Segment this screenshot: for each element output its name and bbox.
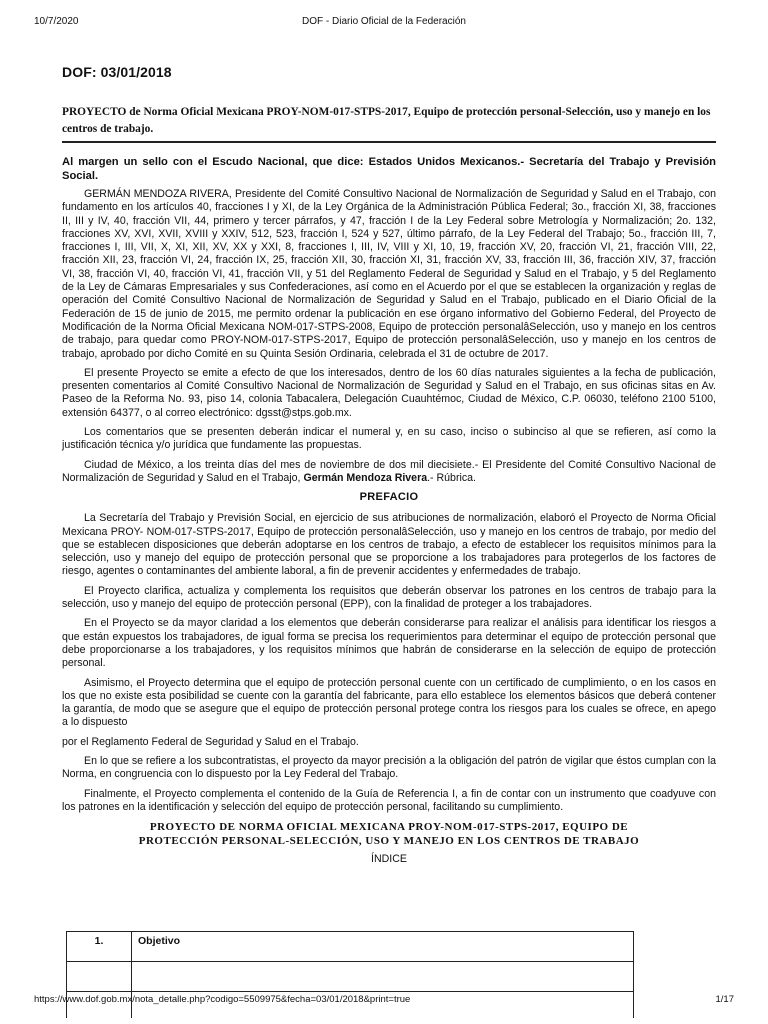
paragraph-prefacio-4-cont: por el Reglamento Federal de Seguridad y Salud en el Trabajo.: [62, 735, 359, 748]
paragraph-prefacio-4: Asimismo, el Proyecto determina que el equipo de protección personal cuente con un certificado de cumplimiento, o en los casos en los que no existe esta posibilidad se cuente con la garantía del fabricante, para ello establece los elementos básicos que deberá contener la garantía, de modo que se asegure que el equipo de protección personal protege contra los riesgos para los cuales se ofrece, en apego a lo dispuesto: [62, 676, 716, 729]
signatory-name: Germán Mendoza Rivera: [303, 471, 428, 484]
index-label: Objetivo: [132, 932, 634, 962]
paragraph-prefacio-3: En el Proyecto se da mayor claridad a los elementos que deberán considerarse para realizar el análisis para identificar los riesgos a que están expuestos los trabajadores, de igual forma se precisa los requerimientos para determinar el equipo de protección personal que debe proporcionarse a los trabajadores, y los requisitos mínimos que habrán de considerarse en la selección de equipo de protección personal.: [62, 617, 716, 670]
project-title-rest: de Norma Oficial Mexicana PROY-NOM-017-STPS-2017, Equipo de protección personal-Selección, uso y manejo en los centros de trabajo.: [62, 106, 711, 135]
site-title: DOF - Diario Oficial de la Federación: [302, 16, 466, 27]
dof-date: DOF: 03/01/2018: [62, 64, 172, 80]
paragraph-prefacio-1: La Secretaría del Trabajo y Previsión Social, en ejercicio de sus atribuciones de normalización, elaboró el Proyecto de Norma Oficial Mexicana PROY- NOM-017-STPS-2017, Equipo de protección personalâSelección, uso y manejo en los centros de trabajo, por medio del que se establecen disposiciones que deberán adoptarse en los centros de trabajo, a efecto de establecer los requisitos mínimos para la selección, uso y manejo del equipo de protección personal que se proporcione a los trabajadores para protegerlos de los factores de riesgo, agentes o contaminantes del ambiente laboral, a fin de prevenir accidentes y enfermedades de trabajo.: [62, 512, 716, 578]
project-title: [62, 104, 716, 143]
paragraph-signature: [62, 459, 716, 486]
paragraph-prefacio-5: En lo que se refiere a los subcontratistas, el proyecto da mayor precisión a la obligación del patrón de vigilar que éstos cumplan con la Norma, en congruencia con lo dispuesto por la Ley Federal del Trabajo.: [62, 754, 716, 781]
print-date: 10/7/2020: [34, 16, 79, 27]
paragraph-prefacio-6: Finalmente, el Proyecto complementa el contenido de la Guía de Referencia I, a fin de contar con un instrumento que coadyuve con los patrones en la identificación y selección del equipo de protección personal, facilitando su cumplimiento.: [62, 787, 716, 813]
index-number: [67, 962, 132, 992]
paragraph-comments-format: Los comentarios que se presenten deberán indicar el numeral y, en su caso, inciso o subinciso al que se refieren, así como la justificación técnica y/o jurídica que fundamente las propuestas.: [62, 426, 716, 452]
norm-title-line-2: PROTECCIÓN PERSONAL-SELECCIÓN, USO Y MANEJO EN LOS CENTROS DE TRABAJO: [138, 835, 640, 848]
table-row: [67, 932, 634, 962]
signature-text: Ciudad de México, a los treinta días del mes de noviembre de dos mil diecisiete.- El Presidente del Comité Consultivo Nacional de Normalización de Seguridad y Salud en el Trabajo,: [62, 458, 716, 484]
prefacio-heading: PREFACIO: [359, 491, 419, 504]
paragraph-preamble: GERMÁN MENDOZA RIVERA, Presidente del Comité Consultivo Nacional de Normalización de Seguridad y Salud en el Trabajo, con fundamento en los artículos 40, fracciones I y XI, de la Ley Orgánica de la Administración Pública Federal; 3o., fracción XI, 38, fracciones II, III y IV, 40, fracción VII, 44, primero y tercer párrafos, y 47, fracción I de la Ley Federal sobre Metrología y Normalización; 2o. 132, fracciones XV, XVI, XVII, XVIII y XXIV, 512, 523, fracción I, 524 y 527, último párrafo, de la Ley Federal del Trabajo; 5o., fracción III, 7, fracciones I, III, VII, X, XI, XII, XV, XX y XXI, 8, fracciones I, III, IV, VIII y XI, 10, 19, fracción XV, 20, fracción VI, 21, fracción VIII, 22, fracción XII, 23, fracción VI, 24, fracción IX, 25, fracción XII, 30, fracción XI, 31, fracción XV, 33, fracción III, 36, fracción XIV, 37, fracción VI, 38, fracción VI, 40, fracción VI, 41, fracción VII, y 51 del Reglamento Federal de Seguridad y Salud en el Trabajo, y 5 del Reglamento de la Ley de Cámaras Empresariales y sus Confederaciones, así como en el Acuerdo por el que se establecen la organización y reglas de operación del Comité Consultivo Nacional de Normalización de Seguridad y Salud en el Trabajo, publicado en el Diario Oficial de la Federación de 15 de junio de 2015, me permito ordenar la publicación en ese órgano informativo del Gobierno Federal, del Proyecto de Modificación de la Norma Oficial Mexicana NOM-017-STPS-2008, Equipo de protección personalâSelección, uso y manejo en los centros de trabajo, para quedar como PROY-NOM-017-STPS-2017, Equipo de protección personalâSelección, uso y manejo en los centros de trabajo, aprobado por dicho Comité en su Quinta Sesión Ordinaria, celebrada el 31 de octubre de 2017.: [62, 188, 716, 360]
print-footer: [34, 994, 734, 1008]
index-label: [132, 962, 634, 992]
norm-title-line-1: PROYECTO DE NORMA OFICIAL MEXICANA PROY-NOM-017-STPS-2017, EQUIPO DE: [149, 821, 629, 834]
table-row: [67, 962, 634, 992]
page-number: 1/17: [715, 994, 734, 1005]
index-number: 1.: [67, 932, 132, 962]
paragraph-prefacio-2: El Proyecto clarifica, actualiza y complementa los requisitos que deberán observar los patrones en los centros de trabajo para la selección, uso y manejo del equipo de protección personal (EPP), con la finalidad de proteger a los trabajadores.: [62, 584, 716, 611]
print-header: [34, 16, 734, 30]
margin-note: Al margen un sello con el Escudo Nacional, que dice: Estados Unidos Mexicanos.- Secretaría del Trabajo y Previsión Social.: [62, 156, 716, 182]
norm-title: [62, 820, 716, 848]
paragraph-comments-period: El presente Proyecto se emite a efecto de que los interesados, dentro de los 60 días naturales siguientes a la fecha de publicación, presenten comentarios al Comité Consultivo Nacional de Normalización de Seguridad y Salud en el Trabajo, en sus oficinas sitas en Av. Paseo de la Reforma No. 93, piso 14, colonia Tabacalera, Delegación Cuauhtémoc, Ciudad de México, C.P. 06030, teléfono 2100 5100, extensión 64377, o al correo electrónico: dgsst@stps.gob.mx.: [62, 366, 716, 419]
page-url: https://www.dof.gob.mx/nota_detalle.php?codigo=5509975&fecha=03/01/2018&print=true: [34, 994, 411, 1005]
project-title-lead: PROYECTO: [62, 106, 127, 118]
signature-end: .- Rúbrica.: [427, 471, 476, 484]
document-body: [62, 64, 716, 865]
index-heading: ÍNDICE: [371, 853, 407, 866]
